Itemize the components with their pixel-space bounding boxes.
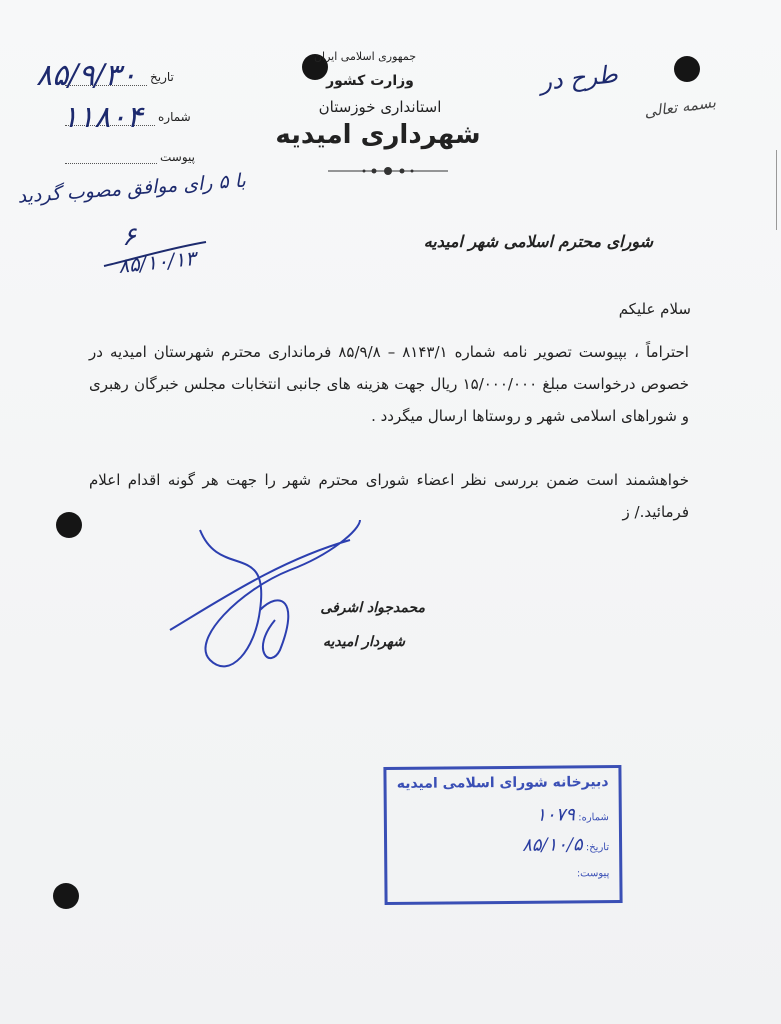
stamp-number-value: ۱۰۷۹: [536, 804, 576, 826]
attachment-dotted-line: [65, 162, 157, 164]
bismillah-text: بسمه تعالی: [643, 93, 717, 121]
page-edge-line: [776, 150, 777, 230]
punch-hole-top-right: [674, 56, 700, 82]
handwritten-mark: ۶: [122, 222, 136, 252]
stamp-date-value: ۸۵/۱۰/۵: [522, 834, 583, 856]
date-label: تاریخ: [150, 70, 174, 84]
header-municipality: شهرداری امیدیه: [275, 120, 481, 150]
handwritten-date: ۸۵/۹/۳۰: [36, 58, 137, 93]
letter-paragraph-1: احتراماً ، بپیوست تصویر نامه شماره ۸۱۴۳/۱ – ۸۵/۹/۸ فرمانداری محترم شهرستان امیدیه در خصوص درخواست مبلغ ۱۵/۰۰۰/۰۰۰ ریال جهت هزینه های جانبی انتخابات مجلس خبرگان رهبری و شوراهای اسلامی شهر و روستاها ارسال میگردد .: [89, 343, 689, 425]
stamp-number-label: شماره:: [578, 812, 609, 824]
handwritten-approval-note: با ۵ رای موافق مصوب گردید: [16, 169, 247, 208]
header-ornament: [328, 164, 448, 178]
header-province: استانداری خوزستان: [318, 98, 442, 116]
stamp-attachment-row: [577, 868, 610, 879]
signatory-name: محمدجواد اشرفی: [320, 600, 425, 616]
stamp-date-label: تاریخ:: [585, 842, 610, 854]
signatory-title: شهردار امیدیه: [322, 634, 405, 650]
header-ministry: وزارت کشور: [326, 73, 414, 89]
signature-scribble: [160, 500, 370, 690]
stamp-date-row: [522, 834, 609, 856]
punch-hole-bottom-left: [53, 883, 79, 909]
stamp-number-row: [536, 804, 609, 826]
header-republic: جمهوری اسلامی ایران: [313, 50, 417, 63]
letter-paragraph-2: خواهشمند است ضمن بررسی نظر اعضاء شورای محترم شهر را جهت هر گونه اقدام اعلام فرمائید./ ز: [89, 471, 689, 521]
number-label: شماره: [158, 110, 191, 124]
handwritten-note-date: ۸۵/۱۰/۱۳: [116, 245, 197, 279]
letter-addressee: شورای محترم اسلامی شهر امیدیه: [423, 232, 653, 251]
registry-stamp: [383, 765, 622, 905]
handwritten-top-right-note: طرح در: [538, 60, 620, 96]
stamp-title: دبیرخانه شورای اسلامی امیدیه: [396, 774, 609, 792]
punch-hole-middle-left: [56, 512, 82, 538]
handwritten-number: ۱۱۸۰۴: [62, 100, 143, 135]
attachment-label: پیوست: [160, 150, 195, 164]
stamp-attachment-label: پیوست:: [576, 868, 610, 880]
letter-greeting: سلام علیکم: [618, 300, 691, 318]
